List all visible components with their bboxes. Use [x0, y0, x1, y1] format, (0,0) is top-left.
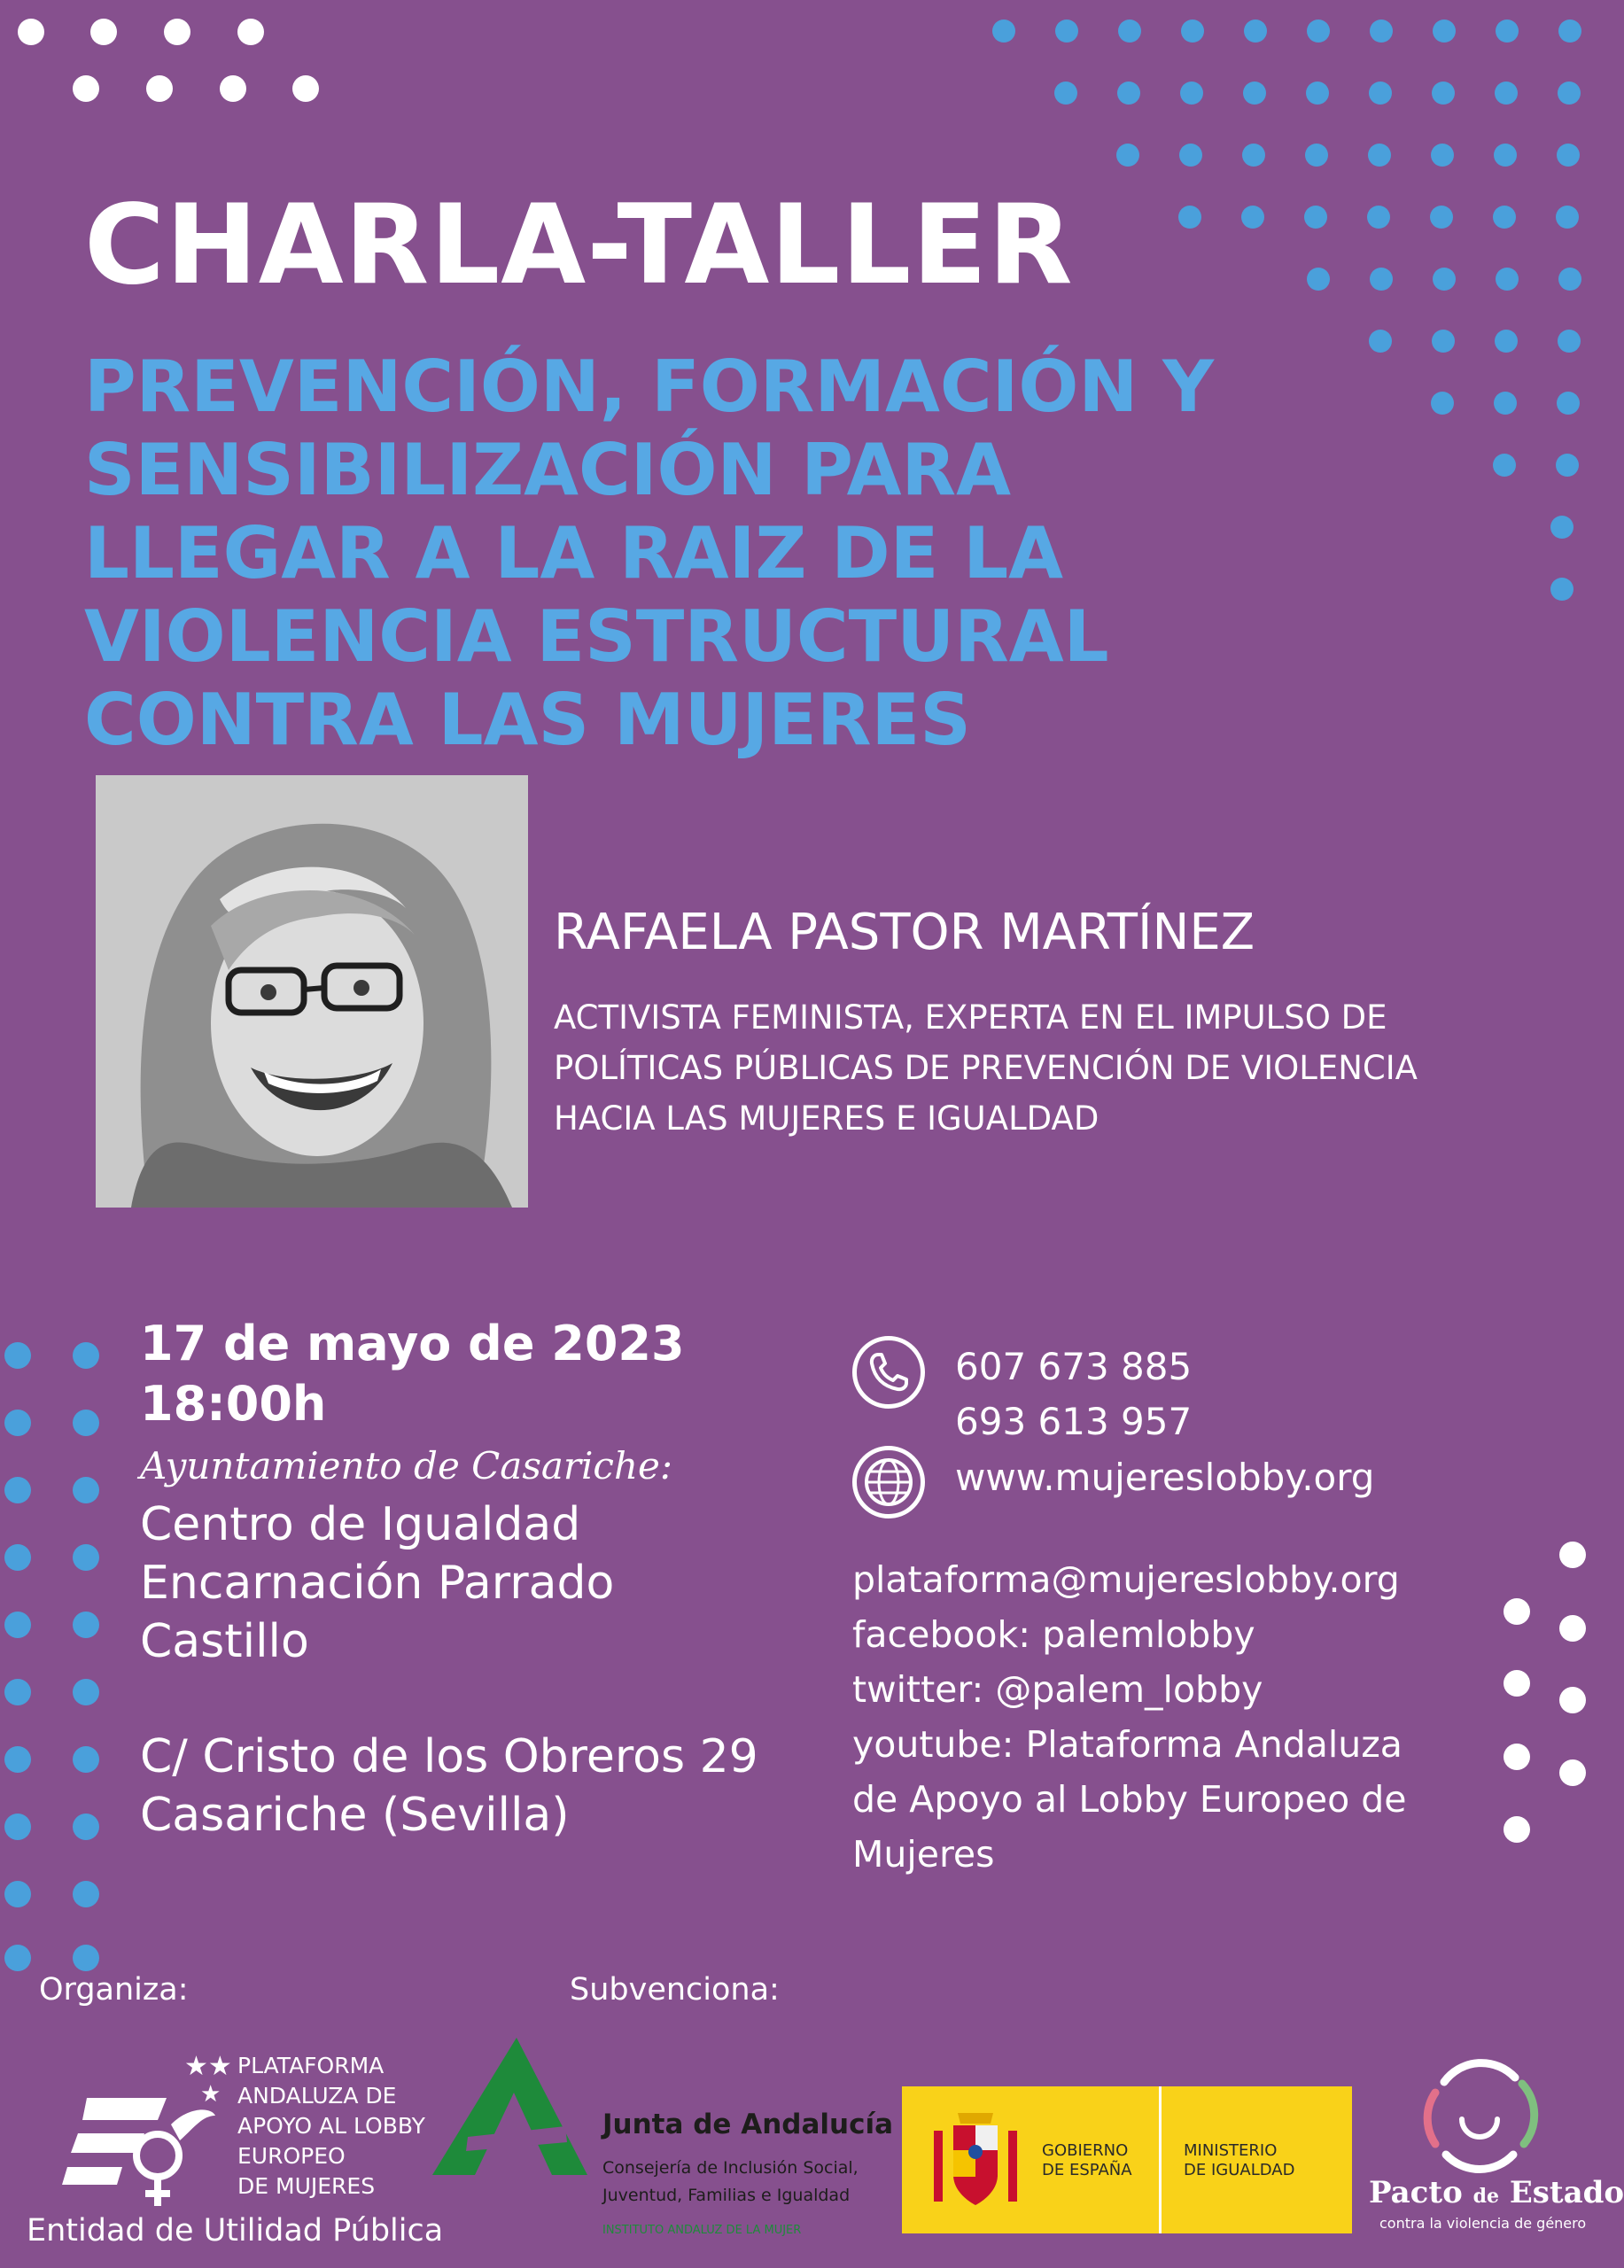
decorative-dot	[1556, 454, 1579, 477]
venue-address-line: C/ Cristo de los Obreros 29	[140, 1730, 758, 1783]
event-title-line: CONTRA LAS MUJERES	[84, 679, 971, 761]
social-contacts	[852, 1552, 1406, 1882]
decorative-dot	[1178, 206, 1201, 229]
phone-icon	[852, 1336, 925, 1409]
decorative-dot	[4, 1544, 31, 1571]
youtube-link-cont[interactable]: Mujeres	[852, 1833, 995, 1876]
event-time: 18:00h	[140, 1376, 327, 1432]
decorative-dot	[1496, 19, 1519, 43]
decorative-dot	[292, 75, 319, 102]
decorative-dot	[1504, 1744, 1530, 1770]
speaker-bio-line: POLÍTICAS PÚBLICAS DE PREVENCIÓN DE VIOLENCIA	[554, 1049, 1418, 1087]
decorative-dot	[1557, 144, 1580, 167]
decorative-dot	[73, 1945, 99, 1971]
decorative-dot	[4, 1612, 31, 1638]
decorative-dot	[1558, 82, 1581, 105]
decorative-dot	[1558, 268, 1581, 291]
decorative-dot	[1055, 19, 1078, 43]
phone-number-1[interactable]: 607 673 885	[955, 1345, 1193, 1388]
palem-tagline: Entidad de Utilidad Pública	[27, 2213, 444, 2249]
pacto-estado-subtitle: contra la violencia de género	[1379, 2215, 1587, 2232]
decorative-dot	[73, 1477, 99, 1503]
decorative-dot	[1180, 82, 1203, 105]
decorative-dot	[1495, 82, 1518, 105]
decorative-dot	[1504, 1816, 1530, 1843]
decorative-dot	[1368, 144, 1391, 167]
pacto-estado-name: Pacto de Estado	[1369, 2175, 1624, 2210]
event-title	[84, 346, 1325, 762]
decorative-dot	[1117, 82, 1140, 105]
decorative-dot	[1496, 268, 1519, 291]
decorative-dot	[1431, 144, 1454, 167]
gobierno-name: GOBIERNO DE ESPAÑA	[1042, 2141, 1132, 2179]
decorative-dot	[1559, 1759, 1586, 1786]
decorative-dot	[1370, 268, 1393, 291]
decorative-dot	[1432, 82, 1455, 105]
decorative-dot	[1433, 19, 1456, 43]
decorative-dot	[73, 1814, 99, 1840]
svg-text:★★: ★★	[184, 2051, 232, 2082]
venue-name-line: Centro de Igualdad	[140, 1498, 581, 1551]
decorative-dot	[4, 1814, 31, 1840]
speaker-photo	[96, 775, 528, 1208]
decorative-dot	[992, 19, 1015, 43]
junta-name: Junta de Andalucía	[602, 2109, 893, 2140]
decorative-dot	[18, 19, 44, 45]
junta-department: Consejería de Inclusión Social, Juventud, Familias e Igualdad	[602, 2158, 859, 2205]
decorative-dot	[1369, 82, 1392, 105]
decorative-dot	[1179, 144, 1202, 167]
decorative-dot	[1244, 19, 1267, 43]
decorative-dot	[1494, 392, 1517, 415]
email-link[interactable]: plataforma@mujereslobby.org	[852, 1558, 1400, 1601]
decorative-dot	[1304, 206, 1327, 229]
website-link[interactable]: www.mujereslobby.org	[955, 1456, 1375, 1499]
decorative-dot	[1433, 268, 1456, 291]
decorative-dot	[4, 1881, 31, 1907]
twitter-link[interactable]: twitter: @palem_lobby	[852, 1668, 1263, 1711]
instituto-andaluz-mujer: INSTITUTO ANDALUZ DE LA MUJER	[602, 2224, 802, 2237]
decorative-dot	[146, 75, 173, 102]
decorative-dot	[4, 1746, 31, 1773]
event-title-line: LLEGAR A LA RAIZ DE LA	[84, 512, 1064, 594]
youtube-link[interactable]: youtube: Plataforma Andaluza	[852, 1723, 1403, 1766]
phone-number-2[interactable]: 693 613 957	[955, 1400, 1193, 1443]
decorative-dot	[1557, 392, 1580, 415]
venue-name-line: Castillo	[140, 1615, 309, 1668]
decorative-dot	[237, 19, 264, 45]
decorative-dot	[1307, 268, 1330, 291]
decorative-dot	[1556, 206, 1579, 229]
decorative-dot	[1504, 1670, 1530, 1697]
speaker-bio-line: ACTIVISTA FEMINISTA, EXPERTA EN EL IMPULSO DE	[554, 998, 1387, 1037]
decorative-dot	[73, 1410, 99, 1436]
decorative-dot	[90, 19, 117, 45]
speaker-name: RAFAELA PASTOR MARTÍNEZ	[554, 904, 1255, 961]
decorative-dot	[73, 1342, 99, 1369]
decorative-dot	[1305, 144, 1328, 167]
venue-organization: Ayuntamiento de Casariche:	[140, 1444, 673, 1487]
venue-address-line: Casariche (Sevilla)	[140, 1789, 570, 1842]
pacto-estado-logo	[1409, 2055, 1550, 2171]
venue-name	[140, 1495, 614, 1671]
decorative-dot	[4, 1477, 31, 1503]
facebook-link[interactable]: facebook: palemlobby	[852, 1613, 1255, 1656]
globe-icon	[852, 1446, 925, 1518]
decorative-dot	[1054, 82, 1077, 105]
decorative-dot	[1559, 1687, 1586, 1713]
speaker-bio-line: HACIA LAS MUJERES E IGUALDAD	[554, 1099, 1100, 1138]
decorative-dot	[1559, 1615, 1586, 1642]
palem-name: PLATAFORMA ANDALUZA DE APOYO AL LOBBY EUROPEO DE MUJERES	[237, 2053, 425, 2199]
event-title-line: SENSIBILIZACIÓN PARA	[84, 429, 1012, 511]
gobierno-espana-logo	[902, 2086, 1352, 2233]
ministerio-name: MINISTERIO DE IGUALDAD	[1184, 2141, 1295, 2179]
decorative-dot	[1370, 19, 1393, 43]
coat-of-arms-icon	[927, 2106, 1024, 2214]
decorative-dot	[1242, 144, 1265, 167]
decorative-dot	[1559, 1542, 1586, 1568]
subvenciona-label: Subvenciona:	[570, 1972, 780, 2008]
youtube-link-cont[interactable]: de Apoyo al Lobby Europeo de	[852, 1778, 1407, 1821]
decorative-dot	[1306, 82, 1329, 105]
decorative-dot	[1243, 82, 1266, 105]
decorative-dot	[1495, 330, 1518, 353]
decorative-dot	[1558, 330, 1581, 353]
decorative-dot	[73, 1746, 99, 1773]
decorative-dot	[1431, 392, 1454, 415]
decorative-dot	[1367, 206, 1390, 229]
decorative-dot	[1307, 19, 1330, 43]
speaker-bio	[554, 992, 1546, 1144]
decorative-dot	[4, 1679, 31, 1705]
decorative-dot	[164, 19, 190, 45]
decorative-dot	[1181, 19, 1204, 43]
svg-text:★: ★	[200, 2081, 221, 2108]
decorative-dot	[1494, 144, 1517, 167]
decorative-dot	[73, 1881, 99, 1907]
decorative-dot	[220, 75, 246, 102]
venue-name-line: Encarnación Parrado	[140, 1557, 615, 1610]
event-title-line: PREVENCIÓN, FORMACIÓN Y	[84, 346, 1215, 428]
decorative-dot	[1493, 454, 1516, 477]
decorative-dot	[1241, 206, 1264, 229]
decorative-dot	[4, 1410, 31, 1436]
gov-divider	[1159, 2086, 1162, 2233]
decorative-dot	[1369, 330, 1392, 353]
decorative-dot	[1550, 578, 1573, 601]
decorative-dot	[1550, 516, 1573, 539]
decorative-dot	[1432, 330, 1455, 353]
event-type-heading: CHARLA-TALLER	[84, 182, 1074, 309]
organiza-label: Organiza:	[39, 1972, 189, 2008]
decorative-dot	[73, 1679, 99, 1705]
event-title-line: VIOLENCIA ESTRUCTURAL	[84, 595, 1109, 678]
decorative-dot	[1504, 1598, 1530, 1625]
decorative-dot	[73, 75, 99, 102]
decorative-dot	[4, 1342, 31, 1369]
decorative-dot	[1493, 206, 1516, 229]
decorative-dot	[1118, 19, 1141, 43]
junta-andalucia-logo	[432, 2038, 587, 2179]
venue-address	[140, 1728, 758, 1845]
decorative-dot	[1116, 144, 1139, 167]
decorative-dot	[1558, 19, 1581, 43]
event-date: 17 de mayo de 2023	[140, 1316, 685, 1371]
decorative-dot	[73, 1544, 99, 1571]
decorative-dot	[1430, 206, 1453, 229]
decorative-dot	[4, 1945, 31, 1971]
decorative-dot	[73, 1612, 99, 1638]
